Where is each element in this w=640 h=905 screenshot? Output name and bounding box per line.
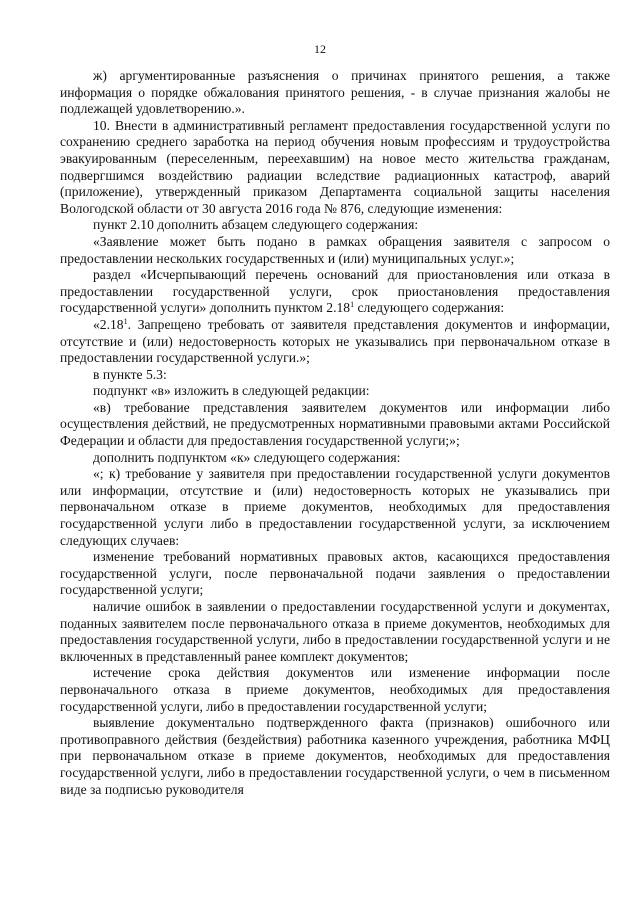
- paragraph-case-1: изменение требований нормативных правовых актов, касающихся предоставления государственной услуги, после первоначальной подачи заявления о предоставлении государственной услуги;: [60, 549, 610, 598]
- paragraph-subpoint-v: «в) требование представления заявителем документов или информации либо осуществления действий, не предусмотренных нормативными правовыми актами Российской Федерации и области для предоставления государственной услуги;»;: [60, 399, 610, 449]
- paragraph-application-quote: «Заявление может быть подано в рамках обращения заявителя с запросом о предоставлении нескольких государственных и (или) муниципальных услуг.»;: [60, 233, 610, 266]
- paragraph-point-5-3: в пункте 5.3:: [93, 366, 167, 382]
- paragraph-text: «2.18: [93, 316, 124, 332]
- paragraph-text-tail: . Запрещено требовать от заявителя представления документов и информации, отсутствие и (или) недостоверность которых не указывались при первоначальном отказе в предоставлении государственной услуги.»;: [60, 316, 610, 366]
- paragraph-zh: ж) аргументированные разъяснения о причинах принятого решения, а также информация о порядке обжалования принятого решения, - в случае признания жалобы не подлежащей удовлетворению.».: [60, 68, 610, 117]
- superscript: 1: [123, 316, 128, 326]
- paragraph-item-10: 10. Внести в административный регламент предоставления государственной услуги по сохранению среднего заработка на период обучения новым профессиям и трудоустройства эвакуированным (переселенным, переехавшим) на новое место жительства гражданам, подвергшимся воздействию радиации вследствие радиационных катастроф, аварий (приложение), утвержденный приказом Департамента социальной защиты населения Вологодской области от 30 августа 2016 года № 876, следующие изменения:: [60, 117, 610, 216]
- paragraph-point-2-10: пункт 2.10 дополнить абзацем следующего содержания:: [93, 217, 419, 233]
- paragraph-point-2-18-1: [60, 317, 610, 367]
- paragraph-subpoint-k: «; к) требование у заявителя при предоставлении государственной услуги документов или информации, отсутствие и (или) недостоверность которых не указывались при первоначальном отказе в приеме документов, необходимых для предоставления государственной услуги либо в предоставлении государственной услуги, за исключением следующих случаев:: [60, 466, 610, 548]
- paragraph-case-4: выявление документально подтвержденного факта (признаков) ошибочного или противоправного действия (бездействия) работника казенного учреждения, работника МФЦ при первоначальном отказе в приеме документов, необходимых для предоставления государственной услуги, либо в предоставлении государственной услуги, о чем в письменном виде за подписью руководителя: [60, 715, 610, 797]
- paragraph-section-grounds: [60, 267, 610, 317]
- document-body: [60, 68, 610, 798]
- paragraph-subpoint-k-intro: дополнить подпунктом «к» следующего содержания:: [93, 449, 401, 465]
- paragraph-case-3: истечение срока действия документов или изменение информации после первоначального отказа в приеме документов, необходимых для предоставления государственной услуги, либо в предоставлении государственной услуги;: [60, 665, 610, 714]
- paragraph-text: раздел «Исчерпывающий перечень оснований для приостановления или отказа в предоставлении государственной услуги, срок приостановления предоставления государственной услуги» дополнить пунктом 2.18: [60, 267, 610, 316]
- page-number: 12: [314, 42, 326, 56]
- superscript: 1: [350, 300, 355, 310]
- paragraph-subpoint-v-intro: подпункт «в» изложить в следующей редакции:: [93, 383, 370, 399]
- paragraph-text-tail: следующего содержания:: [354, 300, 505, 316]
- paragraph-case-2: наличие ошибок в заявлении о предоставлении государственной услуги и документах, поданных заявителем после первоначального отказа в приеме документов, необходимых для предоставления государственной услуги, либо в предоставлении государственной услуги и не включенных в представленный ранее комплект документов;: [60, 599, 610, 664]
